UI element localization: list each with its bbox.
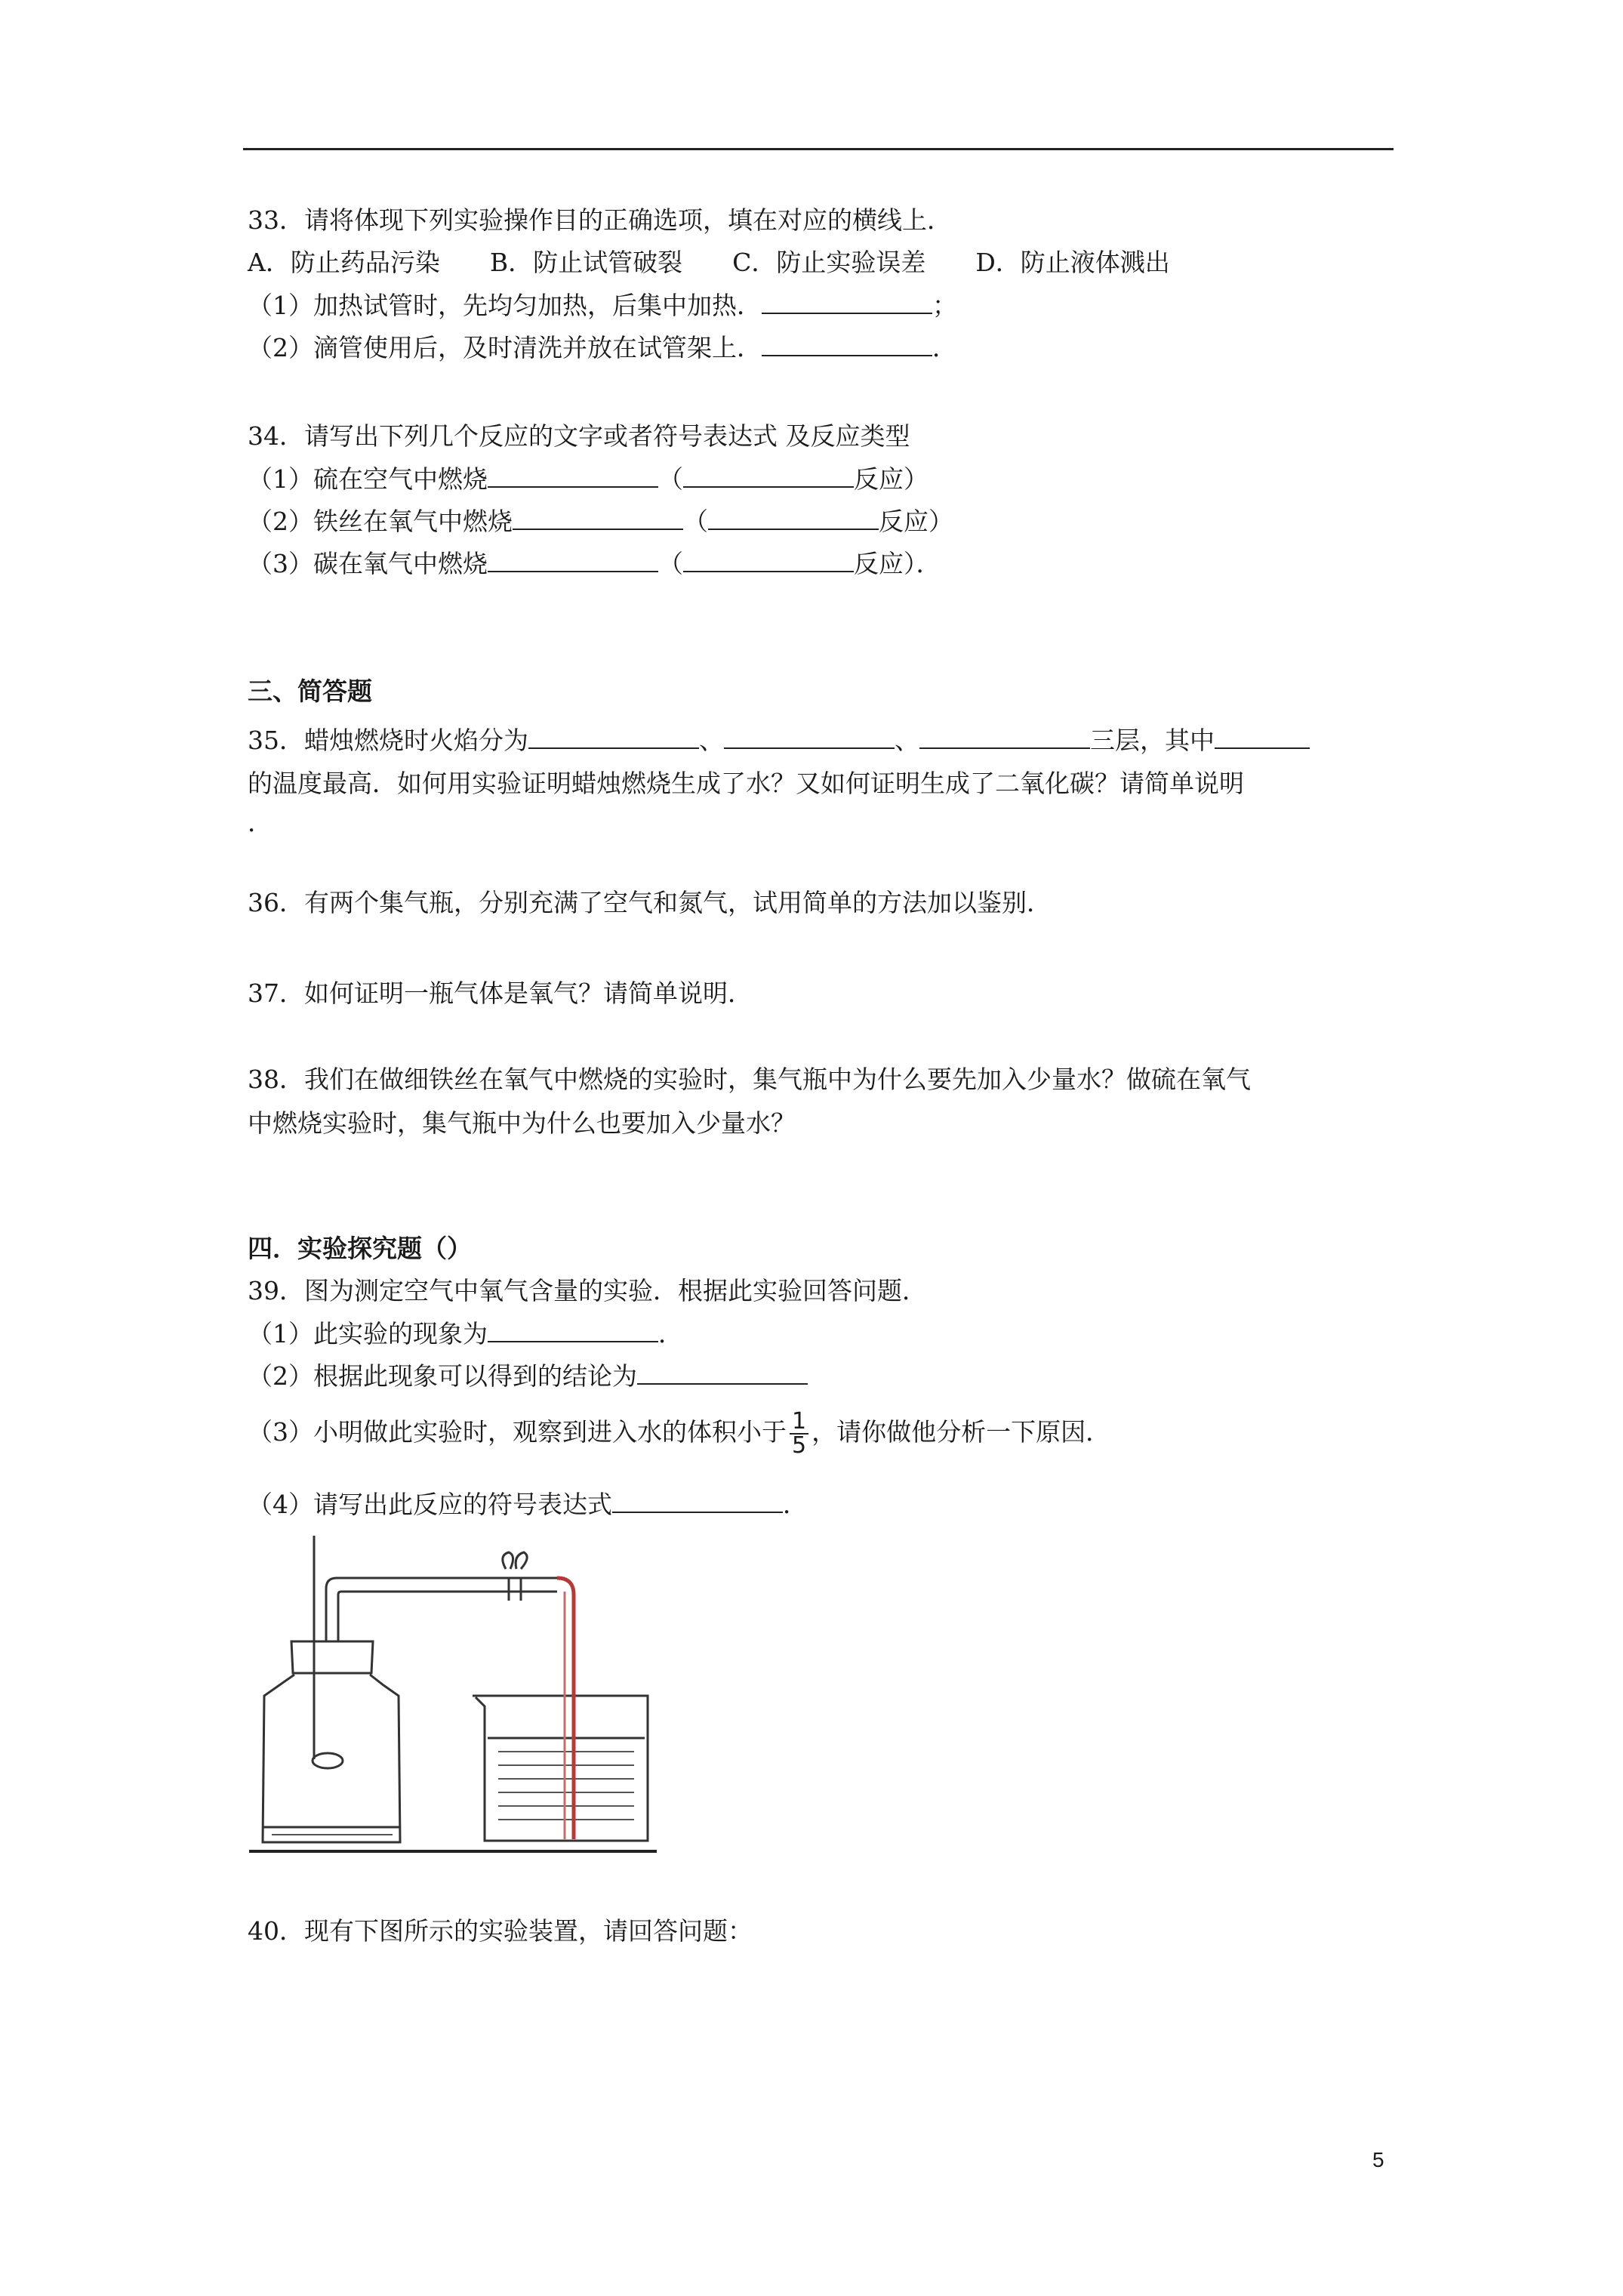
gas-jar bbox=[263, 1675, 400, 1842]
paren-open: （ bbox=[658, 464, 683, 494]
q35-line1-tail: 三层，其中 bbox=[1090, 726, 1215, 755]
stopper bbox=[291, 1641, 373, 1673]
answer-blank[interactable] bbox=[762, 290, 932, 314]
answer-blank[interactable] bbox=[637, 1361, 808, 1385]
q35-line1 bbox=[248, 725, 1310, 756]
q39-item4-text: （4）请写出此反应的符号表达式 bbox=[248, 1490, 612, 1519]
reaction-type-blank[interactable] bbox=[683, 464, 854, 488]
q38-line2: 中燃烧实验时，集气瓶中为什么也要加入少量水？ bbox=[248, 1108, 796, 1138]
q39-item1-text: （1）此实验的现象为 bbox=[248, 1319, 488, 1348]
answer-blank[interactable] bbox=[488, 464, 658, 488]
reaction-type-blank[interactable] bbox=[708, 506, 879, 530]
q34-item2 bbox=[248, 506, 953, 537]
answer-blank[interactable] bbox=[1215, 725, 1310, 749]
q40-text: 40．现有下图所示的实验装置，请回答问题： bbox=[248, 1916, 753, 1946]
fraction-denominator: 5 bbox=[792, 1432, 807, 1459]
q33-item2-text: （2）滴管使用后，及时清洗并放在试管架上． bbox=[248, 333, 762, 362]
q39-item3-tail: ，请你做他分析一下原因． bbox=[812, 1417, 1111, 1447]
fraction-numerator: 1 bbox=[790, 1410, 808, 1435]
q38-line1: 38．我们在做细铁丝在氧气中燃烧的实验时，集气瓶中为什么要先加入少量水？做硫在氧气 bbox=[248, 1065, 1251, 1094]
q39-item3-text: （3）小明做此实验时，观察到进入水的体积小于 bbox=[248, 1417, 787, 1447]
q33-item1 bbox=[248, 290, 957, 321]
q39-item3 bbox=[248, 1410, 1110, 1457]
section-title-short-answer: 三、简答题 bbox=[248, 676, 372, 706]
q39-item4 bbox=[248, 1489, 808, 1520]
q39-stem: 39．图为测定空气中氧气含量的实验．根据此实验回答问题． bbox=[248, 1276, 927, 1305]
q33-item1-text: （1）加热试管时，先均匀加热，后集中加热． bbox=[248, 291, 762, 320]
answer-blank[interactable] bbox=[724, 725, 895, 749]
q33-item2 bbox=[248, 332, 957, 363]
q34-item2-text: （2）铁丝在氧气中燃烧 bbox=[248, 507, 513, 536]
q39-item1-end: ． bbox=[658, 1319, 683, 1348]
clamp bbox=[503, 1552, 513, 1569]
separator: 、 bbox=[895, 726, 919, 755]
q35-line2: 的温度最高．如何用实验证明蜡烛燃烧生成了水？又如何证明生成了二氧化碳？请简单说明 bbox=[248, 769, 1244, 798]
q33-options: A．防止药品污染 B．防止试管破裂 C．防止实验误差 D．防止液体溅出 bbox=[248, 248, 1170, 277]
combustion-spoon bbox=[313, 1753, 343, 1768]
fraction-one-fifth bbox=[790, 1410, 808, 1457]
paren-close-last: 反应）． bbox=[854, 549, 941, 578]
q36-text: 36．有两个集气瓶，分别充满了空气和氮气，试用简单的方法加以鉴别． bbox=[248, 888, 1052, 917]
paren-close: 反应） bbox=[879, 507, 953, 536]
q35-line1-text: 35．蜡烛燃烧时火焰分为 bbox=[248, 726, 528, 755]
answer-blank[interactable] bbox=[919, 725, 1090, 749]
section-title-experiment: 四．实验探究题（） bbox=[248, 1234, 472, 1263]
answer-blank[interactable] bbox=[762, 332, 932, 356]
q33-item1-end: ； bbox=[932, 291, 957, 320]
q33-item2-end: ． bbox=[932, 333, 957, 362]
answer-blank[interactable] bbox=[528, 725, 699, 749]
q39-item2 bbox=[248, 1361, 808, 1391]
q34-item1-text: （1）硫在空气中燃烧 bbox=[248, 464, 488, 494]
answer-blank[interactable] bbox=[488, 548, 658, 572]
paren-close: 反应） bbox=[854, 464, 929, 494]
connecting-tube bbox=[326, 1578, 565, 1641]
answer-blank[interactable] bbox=[488, 1318, 658, 1342]
q34-item3 bbox=[248, 548, 941, 579]
header-rule bbox=[243, 148, 1394, 150]
q39-item2-text: （2）根据此现象可以得到的结论为 bbox=[248, 1361, 637, 1391]
q34-item3-text: （3）碳在氧气中燃烧 bbox=[248, 549, 488, 578]
paren-open: （ bbox=[683, 507, 708, 536]
reaction-type-blank[interactable] bbox=[683, 548, 854, 572]
q33-stem: 33．请将体现下列实验操作目的正确选项，填在对应的横线上． bbox=[248, 205, 952, 235]
apparatus-diagram bbox=[249, 1525, 672, 1872]
answer-blank[interactable] bbox=[612, 1489, 783, 1513]
q35-line3: ． bbox=[248, 808, 273, 837]
q37-text: 37．如何证明一瓶气体是氧气？请简单说明． bbox=[248, 978, 753, 1008]
separator: 、 bbox=[699, 726, 724, 755]
q34-item1 bbox=[248, 464, 929, 495]
page-number: 5 bbox=[1372, 2148, 1384, 2171]
q39-item4-end: ． bbox=[783, 1490, 808, 1519]
q39-item1 bbox=[248, 1318, 683, 1349]
q34-stem: 34．请写出下列几个反应的文字或者符号表达式 及反应类型 bbox=[248, 421, 910, 451]
paren-open: （ bbox=[658, 549, 683, 578]
answer-blank[interactable] bbox=[513, 506, 683, 530]
